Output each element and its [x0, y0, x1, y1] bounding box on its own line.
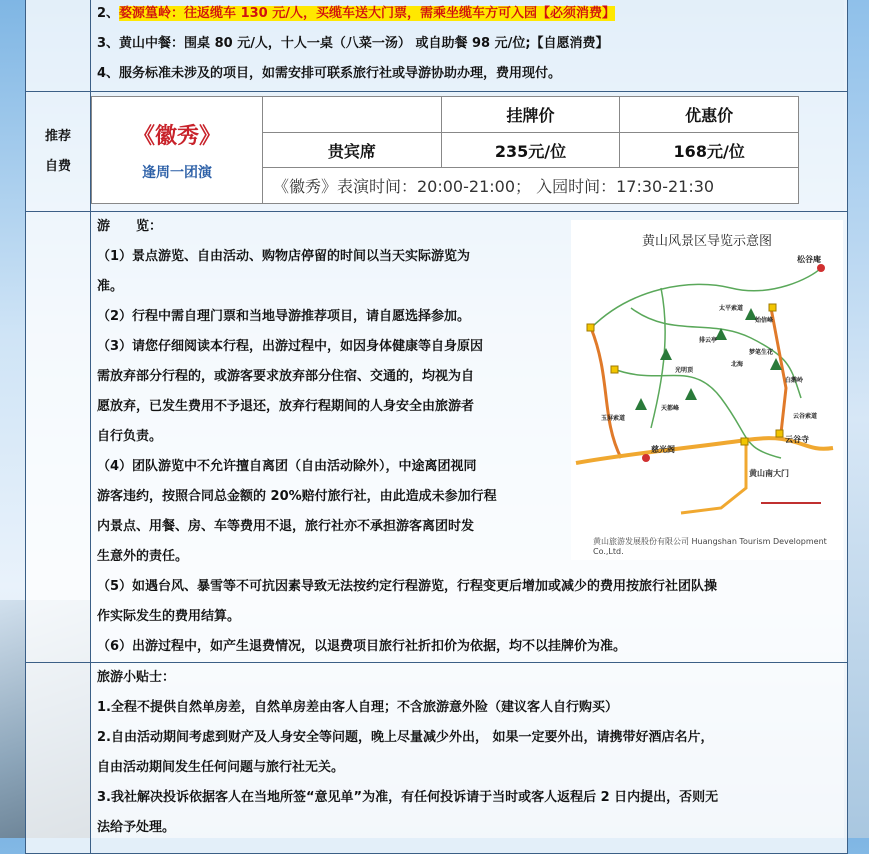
discount-price: 168元/位 — [619, 133, 798, 168]
tour-p3c: 愿放弃，已发生费用不予退还，放弃行程期间的人身安全由旅游者 — [97, 399, 475, 414]
show-time: 《徽秀》表演时间：20:00-21:00； 入园时间：17:30-21:30 — [273, 177, 715, 197]
tips-row — [26, 663, 847, 853]
tips-row-label — [26, 663, 91, 853]
show-time-row — [263, 168, 798, 203]
fee-line-3: 3、黄山中餐：围桌 80 元/人，十人一桌（八菜一汤） 或自助餐 98 元/位;【自愿消费】 — [97, 36, 609, 51]
optional-content — [91, 92, 847, 211]
fee-line-2: 2、婺源篁岭：往返缆车 130 元/人，买缆车送大门票，需乘坐缆车方可入园【必须消费】 — [97, 6, 615, 21]
map-label: 云谷索道 — [793, 413, 818, 420]
header-discount-price: 优惠价 — [619, 97, 798, 132]
seat-name: 贵宾席 — [327, 141, 376, 161]
map-label: 慈光阁 — [651, 445, 675, 454]
map-title: 黄山风景区导览示意图 — [641, 234, 772, 249]
tour-row-label — [26, 212, 91, 662]
list-price: 235元/位 — [441, 133, 620, 168]
tour-p4c: 内景点、用餐、房、车等费用不退，旅行社亦不承担游客离团时发 — [97, 519, 475, 534]
map-label: 始信峰 — [755, 317, 774, 324]
tour-p1b: 准。 — [97, 279, 124, 294]
map-label: 黄山南大门 — [749, 469, 789, 478]
tour-p4a: （4）团队游览中不允许擅自离团（自由活动除外），中途离团视同 — [97, 459, 477, 474]
header-empty — [263, 97, 441, 132]
tour-p3b: 需放弃部分行程的，或游客要求放弃部分住宿、交通的，均视为自 — [97, 369, 475, 384]
tour-p5b: 作实际发生的费用结算。 — [97, 609, 241, 624]
tip-3a: 3.我社解决投诉依据客人在当地所签“意见单”为准，有任何投诉请于当时或客人返程后 2 日内提出，否则无 — [97, 790, 719, 805]
fees-content — [91, 0, 847, 91]
fees-row-label — [26, 0, 91, 91]
header-list-price: 挂牌价 — [441, 97, 620, 132]
scenic-map — [571, 220, 843, 560]
map-label: 玉屏索道 — [601, 415, 626, 422]
map-label: 云谷寺 — [785, 435, 809, 444]
map-label: 太平索道 — [719, 305, 744, 312]
map-label: 松谷庵 — [797, 255, 821, 264]
optional-row — [26, 92, 847, 212]
show-logo — [92, 97, 263, 203]
tour-p5a: （5）如遇台风、暴雪等不可抗因素导致无法按约定行程游览，行程变更后增加或减少的费用按旅行社团队操 — [97, 579, 718, 594]
fee-line-4: 4、服务标准未涉及的项目，如需安排可联系旅行社或导游协助办理，费用现付。 — [97, 66, 562, 81]
table-row — [263, 133, 798, 169]
map-label: 北海 — [731, 361, 744, 368]
tips-heading: 旅游小贴士： — [97, 670, 176, 685]
tip-3b: 法给予处理。 — [97, 820, 176, 835]
tip-1: 1.全程不提供自然单房差，自然单房差由客人自理；不含旅游意外险（建议客人自行购买） — [97, 700, 618, 715]
tour-p1a: （1）景点游览、自由活动、购物店停留的时间以当天实际游览为 — [97, 249, 471, 264]
map-label: 天都峰 — [661, 405, 680, 412]
tour-p4b: 游客违约，按照合同总金额的 20%赔付旅行社，由此造成未参加行程 — [97, 489, 497, 504]
tip-2a: 2.自由活动期间考虑到财产及人身安全等问题，晚上尽量减少外出， 如果一定要外出，请携带好酒店名片， — [97, 730, 714, 745]
show-subtitle: 逢周一团演 — [142, 164, 212, 181]
fees-row — [26, 0, 847, 92]
table-header-row — [263, 97, 798, 133]
tour-p4d: 生意外的责任。 — [97, 549, 189, 564]
map-label: 白鹅岭 — [785, 377, 804, 384]
tips-content — [91, 663, 847, 853]
map-label: 光明顶 — [675, 367, 694, 374]
map-label: 梦笔生花 — [749, 349, 774, 356]
itinerary-table — [25, 0, 848, 854]
map-label: 排云亭 — [699, 337, 718, 344]
map-footer: 黄山旅游发展股份有限公司 Huangshan Tourism Development Co.,Ltd. — [593, 537, 827, 556]
tour-p6: （6）出游过程中，如产生退费情况，以退费项目旅行社折扣价为依据，均不以挂牌价为准。 — [97, 639, 627, 654]
tour-p2: （2）行程中需自理门票和当地导游推荐项目，请自愿选择参加。 — [97, 309, 471, 324]
tour-p3d: 自行负责。 — [97, 429, 163, 444]
show-price-table — [91, 96, 799, 204]
fee-highlight: 婺源篁岭：往返缆车 130 元/人，买缆车送大门票，需乘坐缆车方可入园【必须消费】 — [119, 6, 615, 21]
optional-label: 推荐 自费 — [26, 92, 91, 211]
map-drawing — [571, 248, 843, 548]
tour-heading: 游 览： — [97, 219, 163, 234]
show-title: 《徽秀》 — [132, 122, 221, 149]
tour-p3a: （3）请您仔细阅读本行程，出游过程中，如因身体健康等自身原因 — [97, 339, 484, 354]
tip-2b: 自由活动期间发生任何问题与旅行社无关。 — [97, 760, 345, 775]
tour-row — [26, 212, 847, 663]
tour-content — [91, 212, 847, 662]
show-grid — [263, 97, 798, 203]
